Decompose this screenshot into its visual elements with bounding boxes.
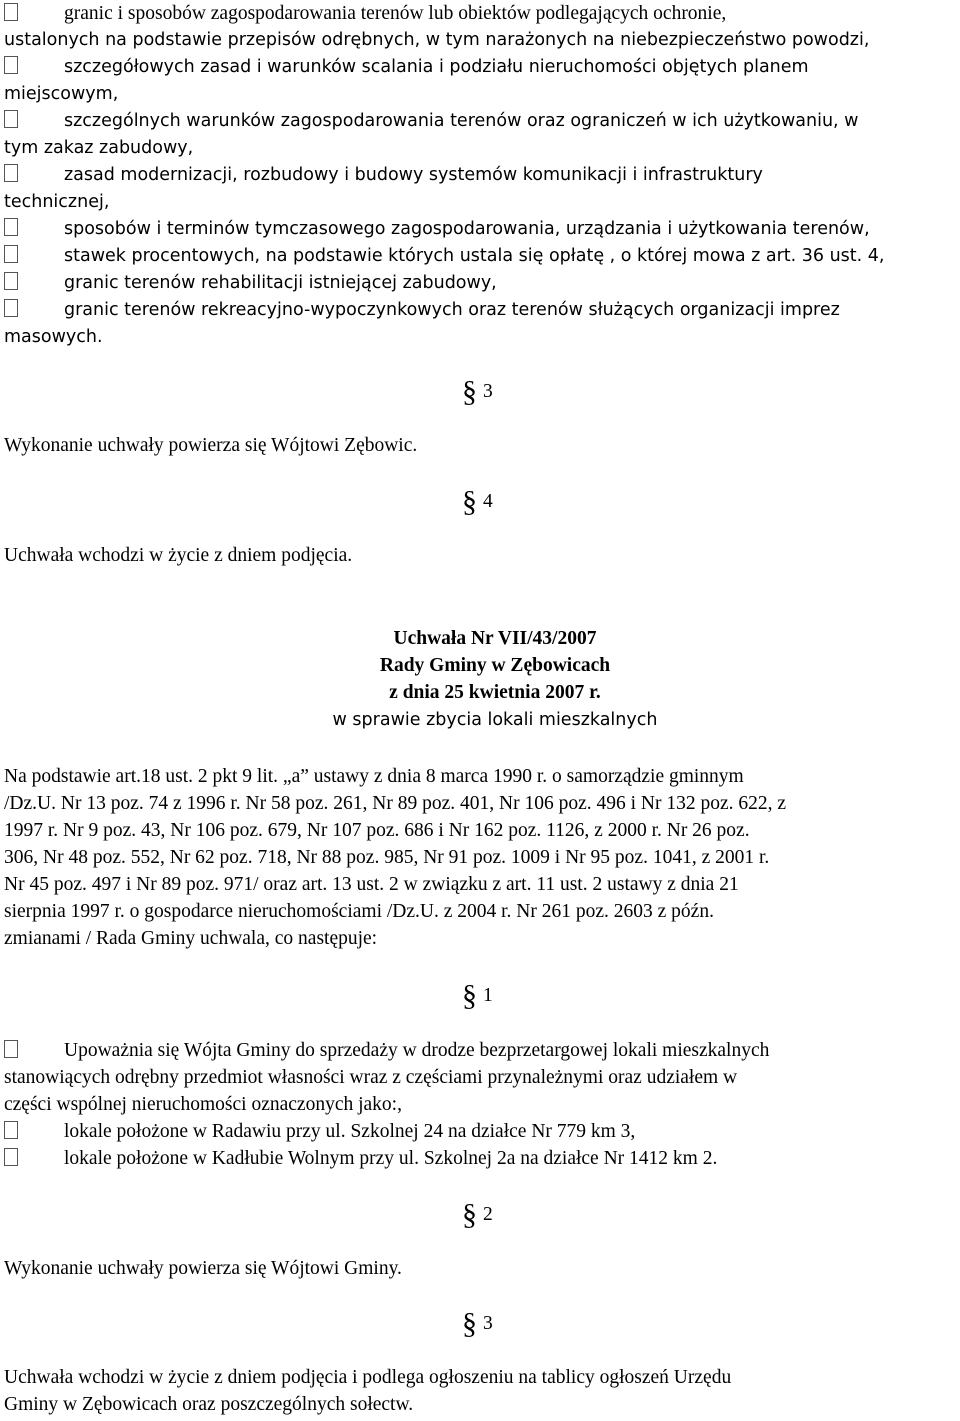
bullet-icon xyxy=(4,110,18,128)
section-heading: § 2 xyxy=(462,1198,493,1231)
resolution-date: z dnia 25 kwietnia 2007 r. xyxy=(389,682,601,703)
section-text: Wykonanie uchwały powierza się Wójtowi Zębowic. xyxy=(4,435,418,456)
list-item: lokale położone w Kadłubie Wolnym przy ul. Szkolnej 2a na działce Nr 1412 km 2. xyxy=(4,1145,717,1172)
preamble-line: zmianami / Rada Gminy uchwala, co następuje: xyxy=(4,928,378,949)
section-heading: § 4 xyxy=(462,485,493,518)
list-item-continuation: części wspólnej nieruchomości oznaczonych jako:, xyxy=(4,1094,402,1115)
list-item-continuation: stanowiących odrębny przedmiot własności wraz z częściami przynależnymi oraz udziałem w xyxy=(4,1067,738,1088)
section-heading: § 3 xyxy=(462,1307,493,1340)
preamble-line: Na podstawie art.18 ust. 2 pkt 9 lit. „a” ustawy z dnia 8 marca 1990 r. o samorządzie gminnym xyxy=(4,766,744,787)
section-text: Uchwała wchodzi w życie z dniem podjęcia i podlega ogłoszeniu na tablicy ogłoszeń Urzędu xyxy=(4,1367,732,1388)
bullet-icon xyxy=(4,218,18,236)
bullet-icon xyxy=(4,272,18,290)
resolution-title: Uchwała Nr VII/43/2007 xyxy=(393,628,597,649)
resolution-council: Rady Gminy w Zębowicach xyxy=(379,655,611,676)
list-item-continuation: tym zakaz zabudowy, xyxy=(4,138,194,158)
bullet-icon xyxy=(4,56,18,74)
section-text: Gminy w Zębowicach oraz poszczególnych sołectw. xyxy=(4,1394,414,1415)
list-item-continuation: ustalonych na podstawie przepisów odrębnych, w tym narażonych na niebezpieczeństwo powodzi, xyxy=(4,30,870,50)
list-item: lokale położone w Radawiu przy ul. Szkolnej 24 na działce Nr 779 km 3, xyxy=(4,1118,635,1145)
bullet-icon xyxy=(4,299,18,317)
list-item: szczególnych warunków zagospodarowania terenów oraz ograniczeń w ich użytkowaniu, w xyxy=(4,108,858,135)
list-item: Upoważnia się Wójta Gminy do sprzedaży w drodze bezprzetargowej lokali mieszkalnych xyxy=(4,1037,769,1064)
list-item: granic terenów rehabilitacji istniejącej zabudowy, xyxy=(4,270,497,297)
section-heading: § 1 xyxy=(462,979,493,1012)
list-item: sposobów i terminów tymczasowego zagospodarowania, urządzania i użytkowania terenów, xyxy=(4,216,870,243)
list-item: stawek procentowych, na podstawie których ustala się opłatę , o której mowa z art. 36 ust. 4, xyxy=(4,243,884,270)
bullet-icon xyxy=(4,245,18,263)
list-item: szczegółowych zasad i warunków scalania i podziału nieruchomości objętych planem xyxy=(4,54,809,81)
bullet-icon xyxy=(4,3,18,21)
list-item: granic terenów rekreacyjno-wypoczynkowych oraz terenów służących organizacji imprez xyxy=(4,297,840,324)
bullet-icon xyxy=(4,1040,18,1058)
bullet-icon xyxy=(4,1148,18,1166)
section-heading: § 3 xyxy=(462,375,493,408)
preamble-line: 1997 r. Nr 9 poz. 43, Nr 106 poz. 679, Nr 107 poz. 686 i Nr 162 poz. 1126, z 2000 r. Nr 26 poz. xyxy=(4,820,750,841)
list-item-continuation: miejscowym, xyxy=(4,84,119,104)
preamble-line: sierpnia 1997 r. o gospodarce nieruchomościami /Dz.U. z 2004 r. Nr 261 poz. 2603 z późn. xyxy=(4,901,714,922)
preamble-line: Nr 45 poz. 497 i Nr 89 poz. 971/ oraz art. 13 ust. 2 w związku z art. 11 ust. 2 ustawy z dnia 21 xyxy=(4,874,739,895)
section-text: Wykonanie uchwały powierza się Wójtowi Gminy. xyxy=(4,1258,402,1279)
resolution-subject: w sprawie zbycia lokali mieszkalnych xyxy=(332,710,658,730)
list-item-continuation: technicznej, xyxy=(4,192,110,212)
preamble-line: /Dz.U. Nr 13 poz. 74 z 1996 r. Nr 58 poz. 261, Nr 89 poz. 401, Nr 106 poz. 496 i Nr 132 poz. 622, z xyxy=(4,793,787,814)
bullet-icon xyxy=(4,164,18,182)
list-item: zasad modernizacji, rozbudowy i budowy systemów komunikacji i infrastruktury xyxy=(4,162,763,189)
section-text: Uchwała wchodzi w życie z dniem podjęcia. xyxy=(4,545,353,566)
list-item: granic i sposobów zagospodarowania terenów lub obiektów podlegających ochronie, xyxy=(4,0,726,27)
bullet-icon xyxy=(4,1121,18,1139)
preamble-line: 306, Nr 48 poz. 552, Nr 62 poz. 718, Nr 88 poz. 985, Nr 91 poz. 1009 i Nr 95 poz. 1041, z 2001 r. xyxy=(4,847,770,868)
list-item-continuation: masowych. xyxy=(4,327,103,347)
